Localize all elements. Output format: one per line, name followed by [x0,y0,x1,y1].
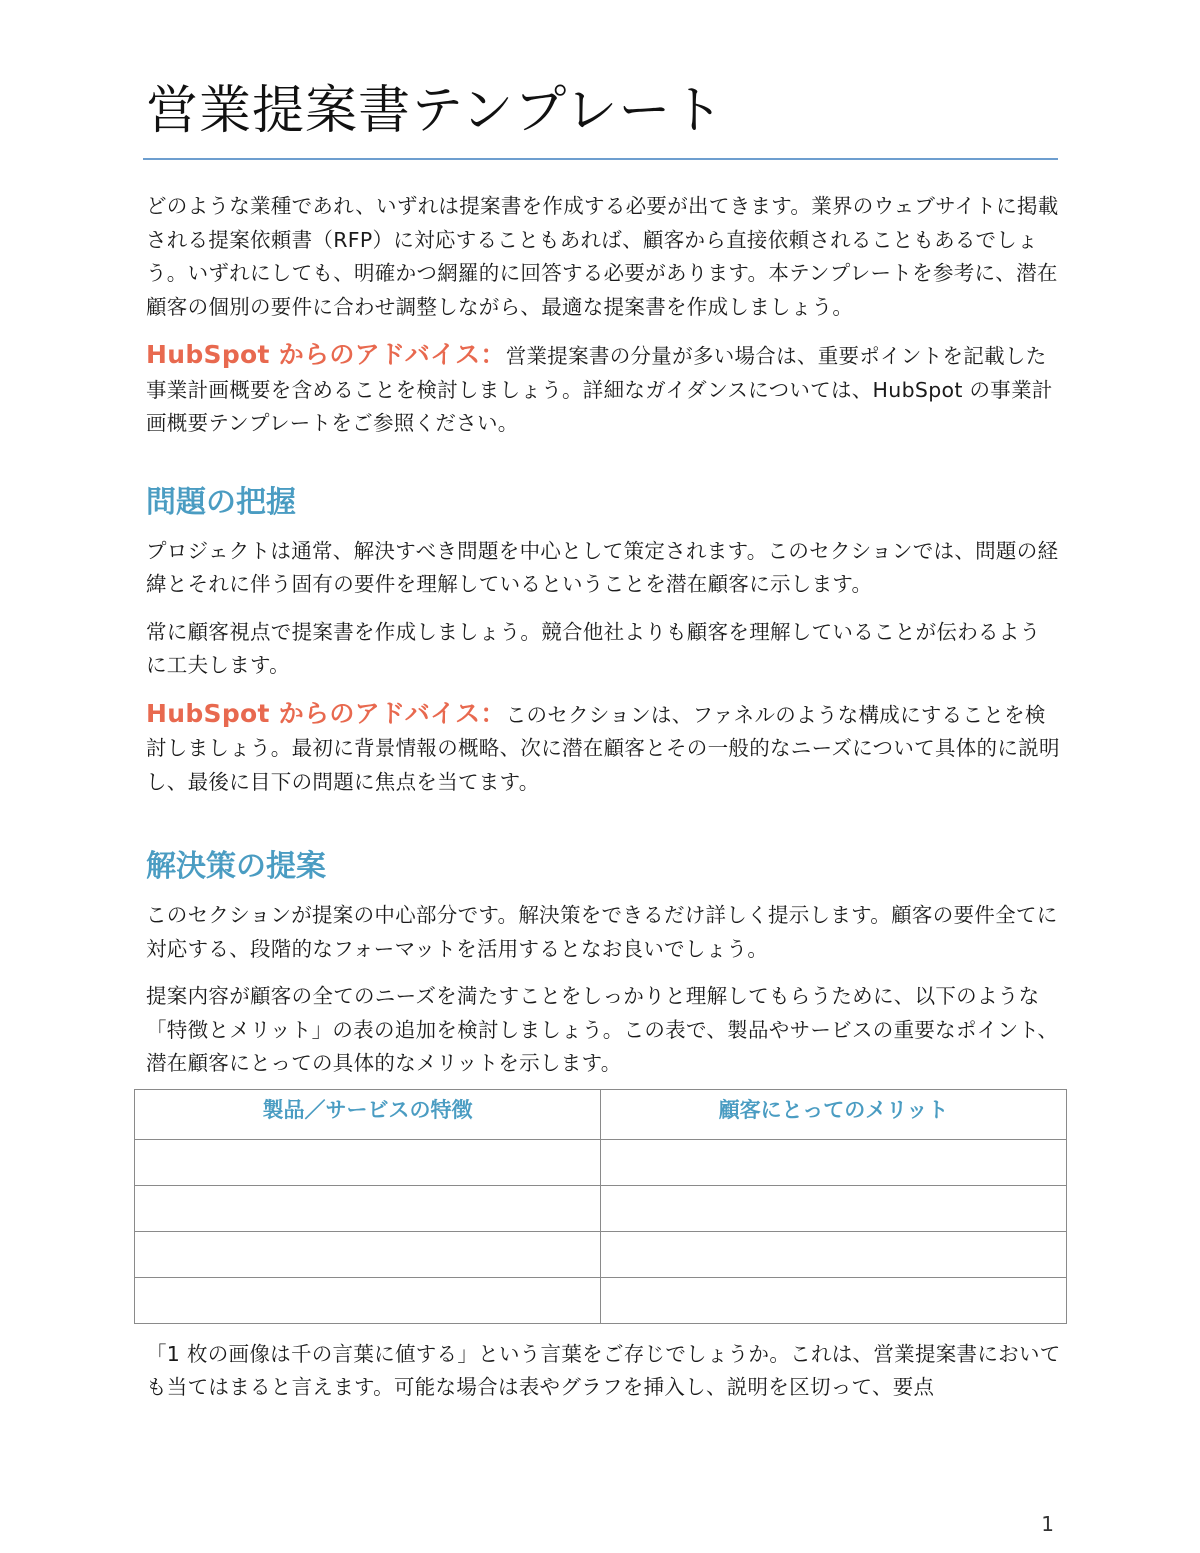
document-body [146,190,1061,1419]
tip-text: このセクションは、ファネルのような構成にすることを検討しましょう。最初に背景情報の概略、次に潜在顧客とその一般的なニーズについて具体的に説明し、最後に目下の問題に焦点を当てます。 [146,702,1060,794]
tip-callout [146,338,1061,441]
table-cell[interactable] [135,1139,601,1185]
table-cell[interactable] [601,1139,1067,1185]
table-header-benefits: 顧客にとってのメリット [601,1089,1067,1139]
tip-callout [146,697,1061,800]
table-cell[interactable] [601,1185,1067,1231]
table-row [135,1231,1067,1277]
table-cell[interactable] [601,1277,1067,1323]
solution-paragraph-2: 提案内容が顧客の全てのニーズを満たすことをしっかりと理解してもらうために、以下のような「特徴とメリット」の表の追加を検討しましょう。この表で、製品やサービスの重要なポイント、潜在顧客にとっての具体的なメリットを示します。 [146,984,1059,1075]
solution-paragraph-3: 「1 枚の画像は千の言葉に値する」という言葉をご存じでしょうか。これは、営業提案書においても当てはまると言えます。可能な場合は表やグラフを挿入し、説明を区切って、要点 [146,1341,1061,1399]
table-row [135,1277,1067,1323]
table-header-features: 製品／サービスの特徴 [135,1089,601,1139]
table-row [135,1139,1067,1185]
section-heading-problem: 問題の把握 [146,484,296,520]
table-header-row [135,1089,1067,1139]
problem-paragraph-1: プロジェクトは通常、解決すべき問題を中心として策定されます。このセクションでは、問題の経緯とそれに伴う固有の要件を理解しているということを潜在顧客に示します。 [146,538,1059,596]
document-title: 営業提案書テンプレート [146,81,725,141]
table-cell[interactable] [135,1277,601,1323]
table-cell[interactable] [135,1231,601,1277]
intro-paragraph: どのような業種であれ、いずれは提案書を作成する必要が出てきます。業界のウェブサイトに掲載される提案依頼書（RFP）に対応することもあれば、顧客から直接依頼されることもあるでしょう。いずれにしても、明確かつ網羅的に回答する必要があります。本テンプレートを参考に、潜在顧客の個別の要件に合わせ調整しながら、最適な提案書を作成しましょう。 [146,194,1059,319]
solution-paragraph-1: このセクションが提案の中心部分です。解決策をできるだけ詳しく提示します。顧客の要件全てに対応する、段階的なフォーマットを活用するとなお良いでしょう。 [146,903,1058,961]
features-benefits-table [134,1089,1067,1324]
table-row [135,1185,1067,1231]
problem-paragraph-2: 常に顧客視点で提案書を作成しましょう。競合他社よりも顧客を理解していることが伝わるように工夫します。 [146,619,1041,677]
tip-label: HubSpot からのアドバイス： [146,340,506,369]
tip-text: 営業提案書の分量が多い場合は、重要ポイントを記載した事業計画概要を含めることを検討しましょう。詳細なガイダンスについては、HubSpot の事業計画概要テンプレートをご参照ください。 [146,344,1053,435]
section-heading-solution: 解決策の提案 [146,849,326,884]
table-cell[interactable] [601,1231,1067,1277]
table-cell[interactable] [135,1185,601,1231]
title-divider [143,158,1058,160]
tip-label: HubSpot からのアドバイス： [146,698,506,728]
page-number: 1 [1041,1512,1054,1536]
